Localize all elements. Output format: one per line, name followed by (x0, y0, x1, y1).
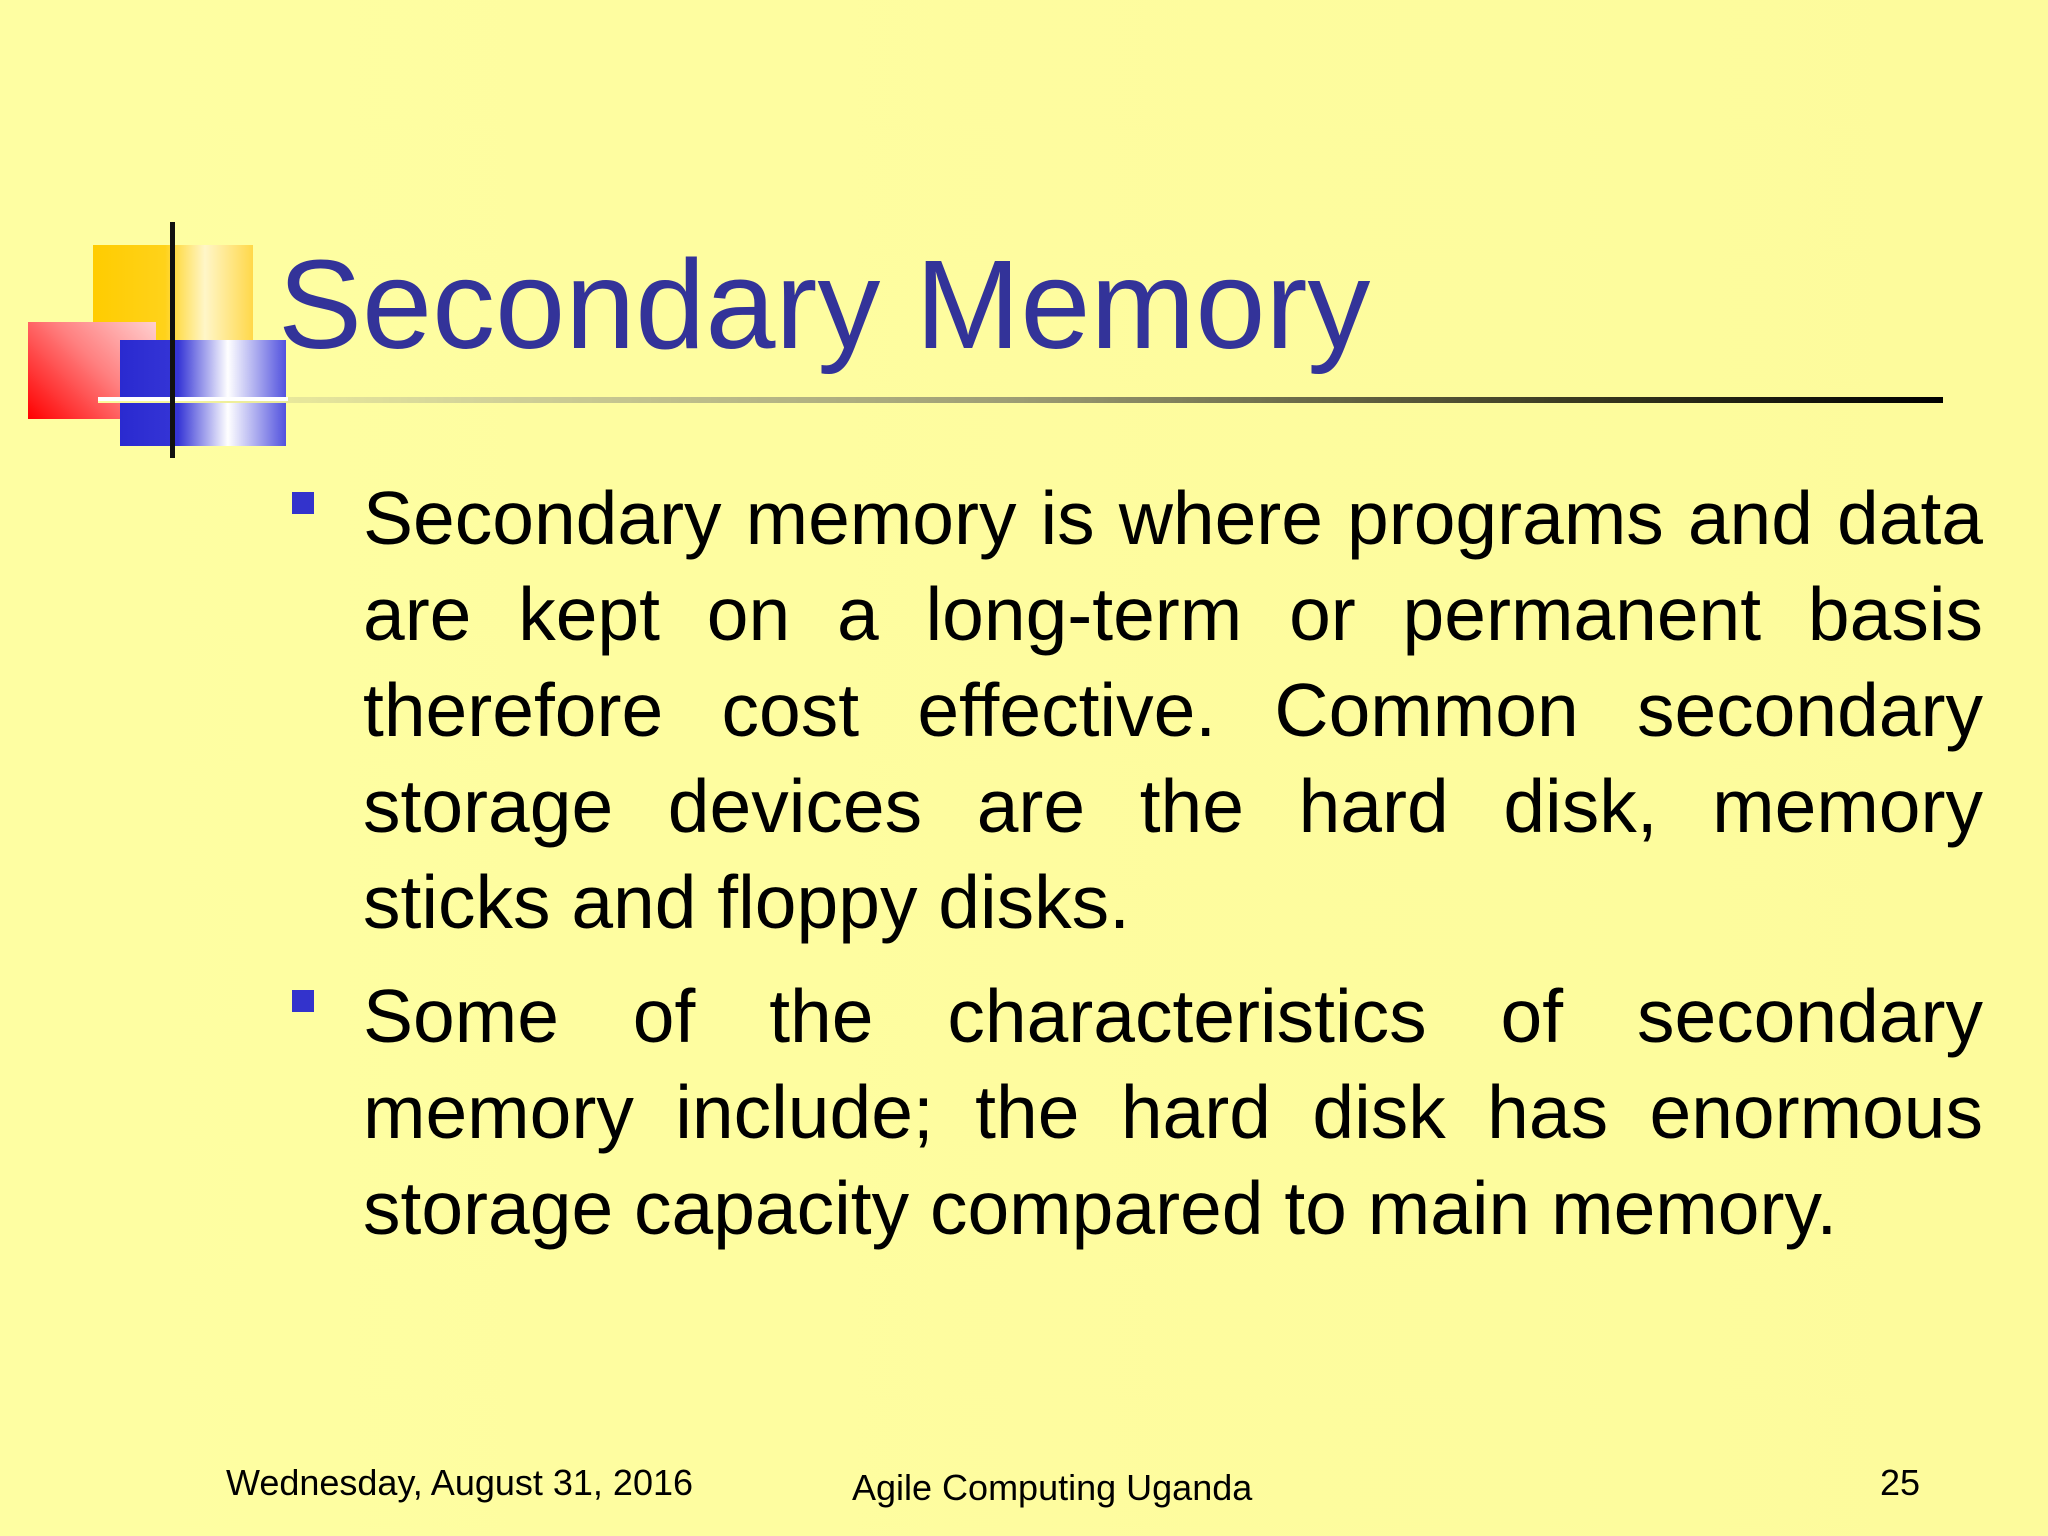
title-underline-rule (98, 397, 1943, 403)
bullet-list (288, 470, 1983, 1274)
bullet-item (288, 470, 1983, 950)
square-bullet-icon (292, 492, 314, 514)
footer-date: Wednesday, August 31, 2016 (226, 1462, 694, 1503)
bullet-text: Some of the characteristics of secondary memory include; the hard disk has enormous storage capacity compared to main memory. (363, 974, 1983, 1250)
square-bullet-icon (292, 990, 314, 1012)
bullet-text: Secondary memory is where programs and data are kept on a long-term or permanent basis therefore cost effective. Common secondary storage devices are the hard disk, memory sticks and floppy disks. (363, 476, 1983, 944)
footer-page-number: 25 (1880, 1462, 1921, 1503)
decorative-vertical-line (170, 222, 175, 458)
bullet-item (288, 968, 1983, 1256)
footer-organization: Agile Computing Uganda (852, 1467, 1253, 1508)
slide-title: Secondary Memory (278, 234, 1371, 375)
decorative-white-line (98, 397, 288, 401)
decorative-blue-square (120, 340, 286, 446)
